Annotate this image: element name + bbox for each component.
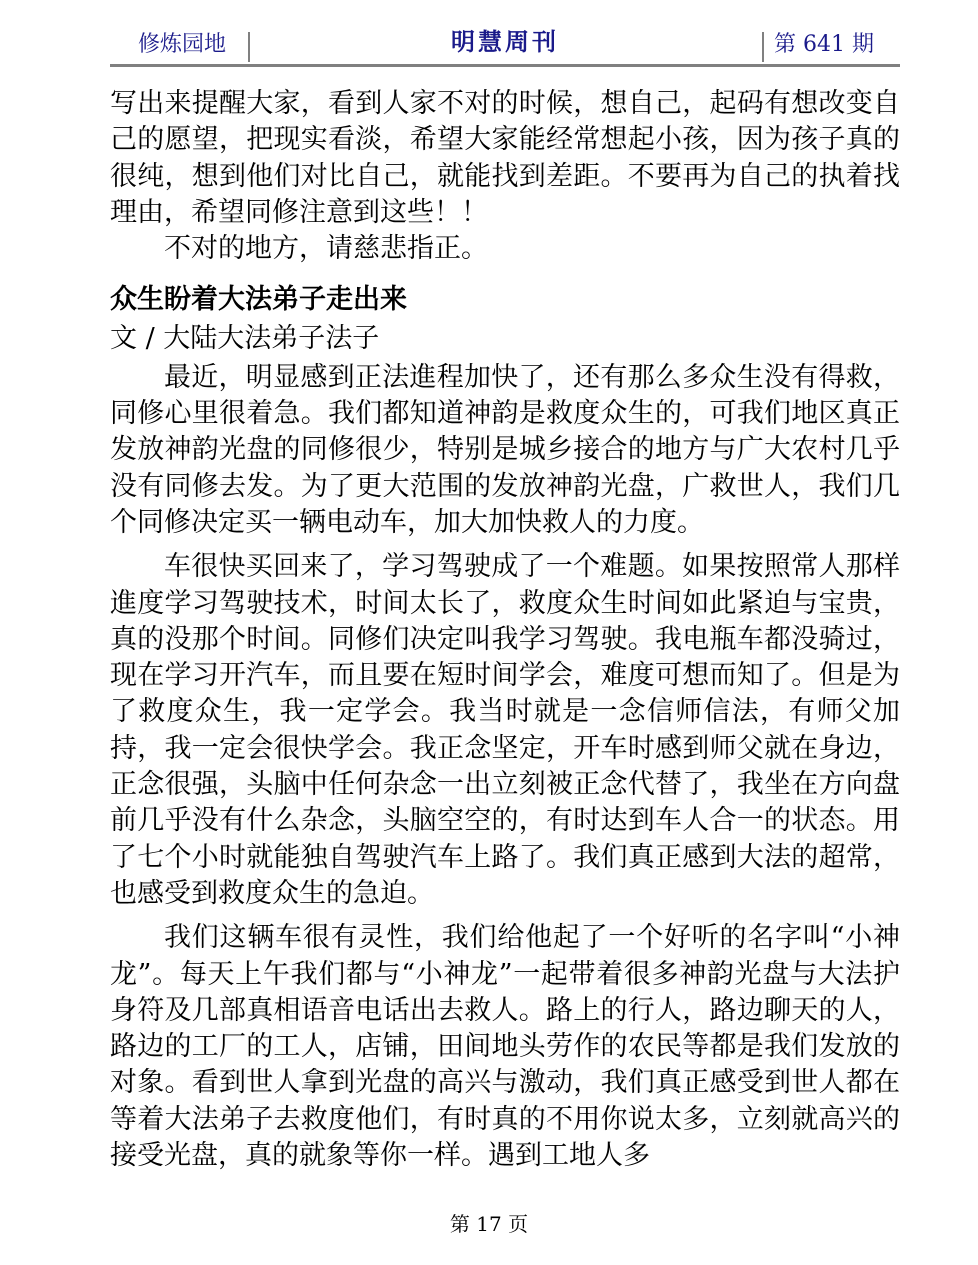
article-title: 众生盼着大法弟子走出来 [110, 284, 407, 316]
previous-article-closing: 不对的地方，请慈悲指正。 [164, 233, 488, 265]
previous-article-paragraph: 写出来提醒大家，看到人家不对的时候，想自己，起码有想改变自己的愿望，把现实看淡，希望大家能经常想起小孩，因为孩子真的很纯，想到他们对比自己，就能找到差距。不要再为自己的执着找理由，希望同修注意到这些！！ [110, 88, 900, 228]
article-paragraph: 车很快买回来了，学习驾驶成了一个难题。如果按照常人那样進度学习驾驶技术，时间太长了，救度众生时间如此紧迫与宝贵，真的没那个时间。同修们决定叫我学习驾驶。我电瓶车都没骑过，现在学习开汽车，而且要在短时间学会，难度可想而知了。但是为了救度众生，我一定学会。我当时就是一念信师信法，有师父加持，我一定会很快学会。我正念坚定，开车时感到师父就在身边，正念很强，头脑中任何杂念一出立刻被正念代替了，我坐在方向盘前几乎没有什么杂念，头脑空空的，有时达到车人合一的状态。用了七个小时就能独自驾驶汽车上路了。我们真正感到大法的超常，也感受到救度众生的急迫。 [110, 551, 900, 909]
article-paragraph: 最近，明显感到正法進程加快了，还有那么多众生没有得救，同修心里很着急。我们都知道神韵是救度众生的，可我们地区真正发放神韵光盘的同修很少，特别是城乡接合的地方与广大农村几乎没有同修去发。为了更大范围的发放神韵光盘，广救世人，我们几个同修决定买一辆电动车，加大加快救人的力度。 [110, 361, 900, 538]
page-body [110, 86, 900, 1174]
section-label: 修炼园地 [138, 32, 227, 57]
header-divider-right [762, 32, 764, 62]
issue-number: 第 641 期 [774, 32, 874, 57]
publication-title: 明慧周刊 [451, 28, 559, 56]
article-paragraph: 我们这辆车很有灵性，我们给他起了一个好听的名字叫“小神龙”。每天上午我们都与“小神龙”一起带着很多神韵光盘与大法护身符及几部真相语音电话出去救人。路上的行人，路边聊天的人，路边的工厂的工人，店铺，田间地头劳作的农民等都是我们发放的对象。看到世人拿到光盘的高兴与激动，我们真正感受到世人都在等着大法弟子去救度他们，有时真的不用你说太多，立刻就高兴的接受光盘，真的就象等你一样。遇到工地人多 [110, 922, 900, 1172]
page-number: 第 17 页 [449, 1212, 529, 1236]
article-byline: 文 / 大陆大法弟子法子 [110, 323, 380, 355]
header-rule [110, 64, 900, 67]
page-header [110, 26, 900, 66]
